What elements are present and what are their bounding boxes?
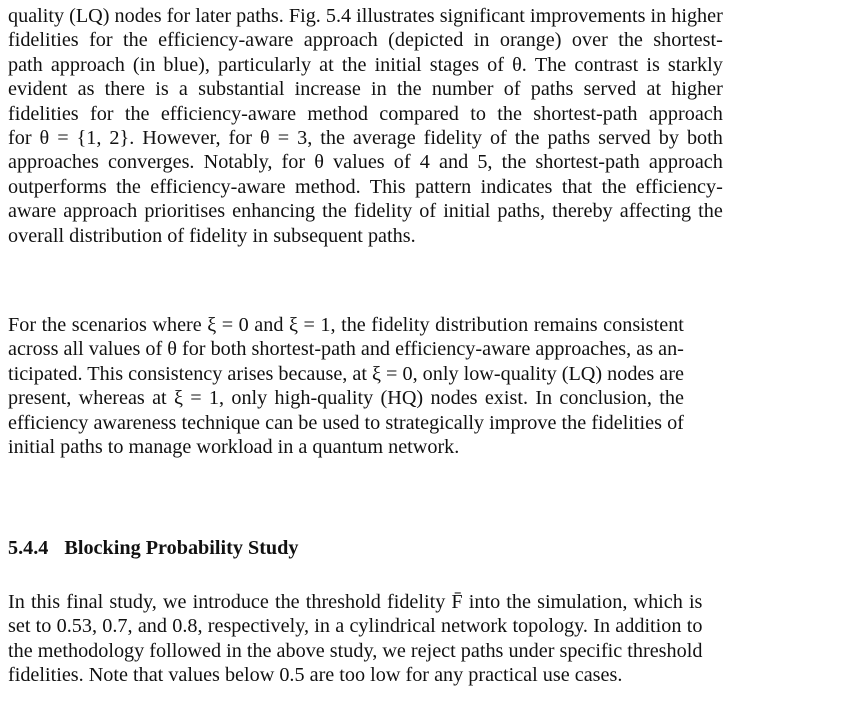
paragraph-threshold-fidelity [8,590,702,688]
text-line: outperforms the efficiency-aware method. This pattern indicates that the efficiency- [8,175,723,198]
text-line: fidelities for the efficiency-aware approach (depicted in orange) over the shortest- [8,29,723,52]
text-line: efficiency awareness technique can be used to strategically improve the fidelities of [8,411,684,434]
text-line: present, whereas at ξ = 1, only high-quality (HQ) nodes exist. In conclusion, the [8,387,684,410]
text-line: In this final study, we introduce the threshold fidelity F̄ into the simulation, which is [8,591,703,613]
text-line: set to 0.53, 0.7, and 0.8, respectively, in a cylindrical network topology. In addition to [8,615,703,638]
text-line: for θ = {1, 2}. However, for θ = 3, the average fidelity of the paths served by both [8,127,723,150]
text-line: initial paths to manage workload in a quantum network. [8,436,460,459]
text-line: overall distribution of fidelity in subsequent paths. [8,224,416,247]
section-title: Blocking Probability Study [64,537,299,559]
text-line: the methodology followed in the above study, we reject paths under specific threshold [8,639,703,662]
text-line: ticipated. This consistency arises because, at ξ = 0, only low-quality (LQ) nodes are [8,362,684,385]
text-line: fidelities for the efficiency-aware method compared to the shortest-path approach [8,102,723,125]
text-line: aware approach prioritises enhancing the fidelity of initial paths, thereby affecting the [8,200,723,223]
text-line: quality (LQ) nodes for later paths. Fig. 5.4 illustrates significant improvements in higher [8,5,723,27]
text-line: fidelities. Note that values below 0.5 are too low for any practical use cases. [8,664,623,687]
text-line: path approach (in blue), particularly at the initial stages of θ. The contrast is starkly [8,53,723,76]
text-line: approaches converges. Notably, for θ values of 4 and 5, the shortest-path approach [8,151,723,174]
text-line: across all values of θ for both shortest-path and efficiency-aware approaches, as an- [8,338,684,361]
section-heading [8,536,298,560]
section-number: 5.4.4 [8,537,49,559]
paragraph-xi-scenarios [8,313,684,459]
text-line: For the scenarios where ξ = 0 and ξ = 1, the fidelity distribution remains consistent [8,314,684,336]
text-line: evident as there is a substantial increase in the number of paths served at higher [8,78,723,101]
paragraph-fidelity-comparison [8,4,723,248]
